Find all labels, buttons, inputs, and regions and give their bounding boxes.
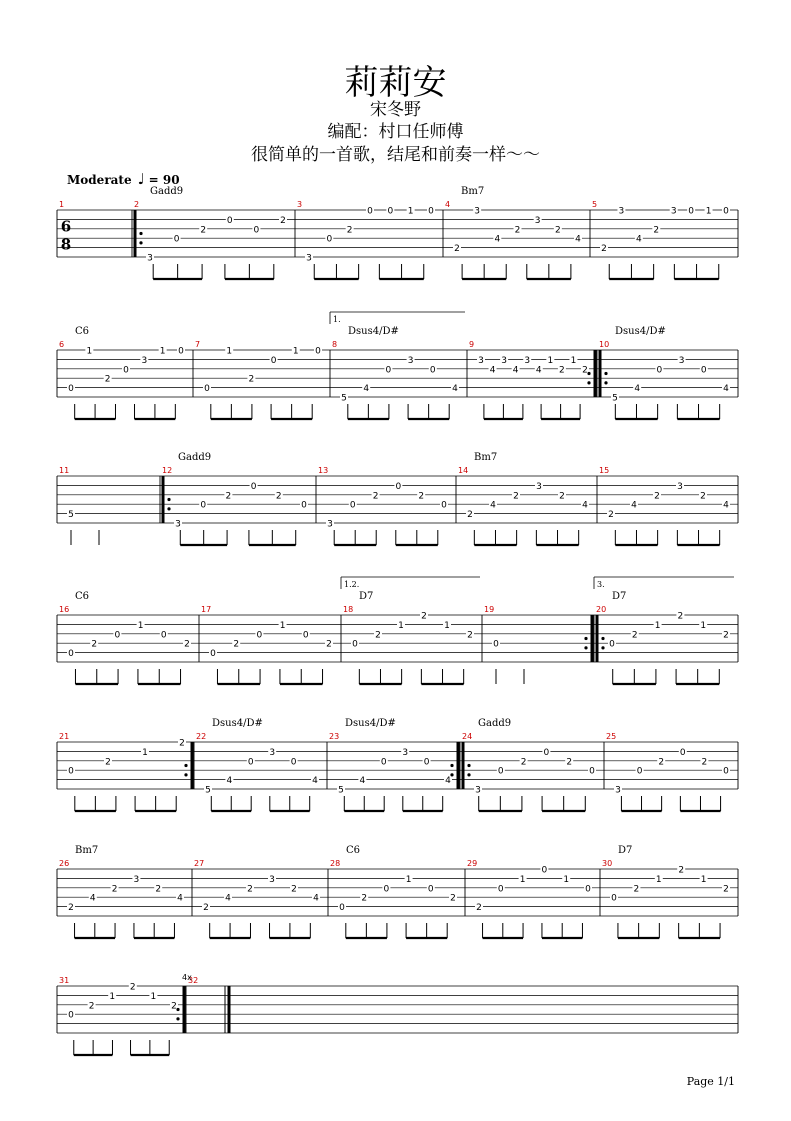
fret-number: 0 xyxy=(178,346,184,357)
fret-number: 0 xyxy=(423,757,430,768)
fret-number: 4 xyxy=(313,893,319,904)
fret-number: 0 xyxy=(493,639,499,650)
fret-number: 0 xyxy=(210,649,216,660)
fret-number: 0 xyxy=(352,639,358,650)
fret-number: 2 xyxy=(129,982,136,993)
fret-number: 2 xyxy=(418,491,425,502)
fret-number: 2 xyxy=(225,491,232,502)
fret-number: 2 xyxy=(179,738,185,749)
measure-number: 14 xyxy=(458,466,469,475)
measure-number: 8 xyxy=(332,340,338,349)
measure-number: 24 xyxy=(462,732,473,741)
fret-number: 0 xyxy=(114,630,121,641)
fret-number: 2 xyxy=(701,757,708,768)
fret-number: 3 xyxy=(327,519,333,530)
measure-number: 23 xyxy=(329,732,340,741)
fret-number: 3 xyxy=(534,215,541,226)
fret-number: 0 xyxy=(541,865,548,876)
fret-number: 2 xyxy=(291,884,297,895)
fret-number: 3 xyxy=(402,747,409,758)
fret-number: 3 xyxy=(269,874,275,885)
fret-number: 0 xyxy=(68,1010,74,1021)
fret-number: 3 xyxy=(133,874,140,885)
chord-name: C6 xyxy=(75,591,90,602)
fret-number: 0 xyxy=(395,481,402,492)
fret-number: 2 xyxy=(654,491,660,502)
chord-name: Dsus4/D# xyxy=(345,718,396,729)
repeat-dot xyxy=(604,372,607,375)
fret-number: 1 xyxy=(142,747,148,758)
measure-number: 27 xyxy=(194,859,205,868)
fret-number: 2 xyxy=(275,491,282,502)
fret-number: 4 xyxy=(631,500,637,511)
fret-number: 3 xyxy=(141,355,148,366)
measure-number: 10 xyxy=(599,340,610,349)
fret-number: 4 xyxy=(452,384,458,395)
volta-label: 1.2. xyxy=(344,580,360,589)
fret-number: 5 xyxy=(205,785,211,796)
fret-number: 1 xyxy=(705,206,712,217)
fret-number: 0 xyxy=(68,384,74,395)
repeat-dot xyxy=(601,637,604,640)
measure-number: 6 xyxy=(59,340,65,349)
fret-number: 3 xyxy=(501,355,507,366)
fret-number: 0 xyxy=(349,500,356,511)
fret-number: 2 xyxy=(361,893,368,904)
fret-number: 2 xyxy=(88,1001,95,1012)
fret-number: 2 xyxy=(513,491,519,502)
fret-number: 1 xyxy=(279,620,286,631)
fret-number: 2 xyxy=(723,630,729,641)
repeat-dot xyxy=(587,372,590,375)
fret-number: 4 xyxy=(535,365,542,376)
quarter-note-icon: ♩ xyxy=(137,170,145,188)
fret-number: 0 xyxy=(226,215,233,226)
measure-number: 11 xyxy=(59,466,70,475)
chord-name: D7 xyxy=(618,845,633,856)
fret-number: 2 xyxy=(200,225,207,236)
fret-number: 4 xyxy=(634,384,641,395)
chord-name: D7 xyxy=(612,591,627,602)
fret-number: 1 xyxy=(137,620,144,631)
fret-number: 3 xyxy=(524,355,531,366)
measure-number: 4 xyxy=(445,200,451,209)
fret-number: 4 xyxy=(489,365,496,376)
fret-number: 0 xyxy=(200,500,207,511)
time-signature-top: 6 xyxy=(60,217,72,236)
repeat-dot xyxy=(450,764,453,767)
fret-number: 0 xyxy=(497,884,504,895)
fret-number: 0 xyxy=(497,766,504,777)
fret-number: 2 xyxy=(520,757,527,768)
fret-number: 0 xyxy=(339,903,345,914)
measure-number: 17 xyxy=(201,605,212,614)
fret-number: 0 xyxy=(428,206,434,217)
fret-number: 2 xyxy=(247,884,253,895)
repeat-dot xyxy=(184,773,187,776)
time-signature-bottom: 8 xyxy=(60,235,72,254)
chord-name: D7 xyxy=(359,591,374,602)
fret-number: 0 xyxy=(589,766,595,777)
fret-number: 3 xyxy=(615,785,621,796)
fret-number: 0 xyxy=(253,225,260,236)
fret-number: 2 xyxy=(248,374,255,385)
fret-number: 3 xyxy=(306,253,312,264)
fret-number: 0 xyxy=(173,234,180,245)
fret-number: 0 xyxy=(679,747,686,758)
chord-name: Dsus4/D# xyxy=(212,718,263,729)
fret-number: 0 xyxy=(385,365,392,376)
fret-number: 4 xyxy=(635,234,642,245)
repeat-dot xyxy=(601,646,604,649)
repeat-dot xyxy=(450,773,453,776)
fret-number: 2 xyxy=(566,757,573,768)
song-artist: 宋冬野 xyxy=(370,100,421,120)
fret-number: 0 xyxy=(427,884,434,895)
fret-number: 1 xyxy=(292,346,299,357)
fret-number: 2 xyxy=(450,893,456,904)
fret-number: 3 xyxy=(478,355,484,366)
fret-number: 2 xyxy=(677,611,684,622)
measure-number: 15 xyxy=(599,466,610,475)
measure-number: 32 xyxy=(188,976,199,985)
fret-number: 0 xyxy=(256,630,263,641)
fret-number: 2 xyxy=(554,225,561,236)
fret-number: 4 xyxy=(177,893,183,904)
measure-number: 30 xyxy=(602,859,613,868)
fret-number: 2 xyxy=(375,630,381,641)
song-title: 莉莉安 xyxy=(344,63,447,103)
repeat-dot xyxy=(167,507,170,510)
repeat-dot xyxy=(167,498,170,501)
fret-number: 0 xyxy=(429,365,436,376)
fret-number: 1 xyxy=(570,355,577,366)
measure-number: 22 xyxy=(196,732,207,741)
fret-number: 0 xyxy=(700,365,707,376)
fret-number: 4 xyxy=(494,234,501,245)
fret-number: 0 xyxy=(301,500,307,511)
fret-number: 0 xyxy=(723,206,729,217)
measure-number: 5 xyxy=(592,200,598,209)
fret-number: 3 xyxy=(618,206,625,217)
fret-number: 2 xyxy=(111,884,118,895)
fret-number: 1 xyxy=(86,346,93,357)
fret-number: 3 xyxy=(269,747,276,758)
fret-number: 0 xyxy=(270,355,277,366)
fret-number: 3 xyxy=(407,355,414,366)
fret-number: 4 xyxy=(359,776,366,787)
fret-number: 2 xyxy=(658,757,665,768)
fret-number: 1 xyxy=(655,874,662,885)
fret-number: 0 xyxy=(290,757,297,768)
fret-number: 2 xyxy=(633,884,640,895)
fret-number: 0 xyxy=(367,206,373,217)
fret-number: 4 xyxy=(512,365,519,376)
fret-number: 2 xyxy=(467,510,473,521)
chord-name: Bm7 xyxy=(461,186,485,197)
fret-number: 2 xyxy=(233,639,240,650)
fret-number: 3 xyxy=(175,519,181,530)
fret-number: 1 xyxy=(700,620,707,631)
fret-number: 2 xyxy=(104,374,111,385)
fret-number: 1 xyxy=(226,346,233,357)
measure-number: 13 xyxy=(318,466,329,475)
fret-number: 2 xyxy=(155,884,162,895)
chord-name: C6 xyxy=(75,326,90,337)
fret-number: 0 xyxy=(68,649,74,660)
fret-number: 2 xyxy=(105,757,111,768)
fret-number: 4 xyxy=(582,500,588,511)
fret-number: 1 xyxy=(398,620,404,631)
fret-number: 0 xyxy=(609,639,615,650)
fret-number: 2 xyxy=(631,630,638,641)
measure-number: 19 xyxy=(484,605,495,614)
fret-number: 3 xyxy=(536,481,542,492)
repeat-dot xyxy=(587,381,590,384)
repeat-dot xyxy=(584,646,587,649)
fret-number: 0 xyxy=(315,346,321,357)
fret-number: 0 xyxy=(383,884,390,895)
repeat-dot xyxy=(604,381,607,384)
fret-number: 4 xyxy=(363,384,370,395)
chord-name: Gadd9 xyxy=(150,186,184,197)
fret-number: 3 xyxy=(670,206,677,217)
fret-number: 2 xyxy=(68,903,74,914)
fret-number: 2 xyxy=(608,510,614,521)
volta-label: 3. xyxy=(597,580,605,589)
fret-number: 5 xyxy=(341,393,347,404)
repeat-dot xyxy=(467,764,470,767)
fret-number: 2 xyxy=(421,611,427,622)
repeat-dot xyxy=(139,241,142,244)
fret-number: 4 xyxy=(575,234,581,245)
fret-number: 5 xyxy=(68,510,74,521)
fret-number: 1 xyxy=(159,346,166,357)
fret-number: 1 xyxy=(700,874,707,885)
tempo-label: Moderate xyxy=(67,173,132,187)
measure-number: 2 xyxy=(134,200,140,209)
measure-number: 21 xyxy=(59,732,70,741)
fret-number: 1 xyxy=(407,206,414,217)
fret-number: 2 xyxy=(476,903,482,914)
fret-number: 2 xyxy=(280,215,286,226)
repeat-dot xyxy=(184,764,187,767)
measure-number: 7 xyxy=(195,340,201,349)
fret-number: 4 xyxy=(225,893,231,904)
fret-number: 1 xyxy=(109,991,116,1002)
fret-number: 1 xyxy=(150,991,157,1002)
repeat-dot xyxy=(176,1008,179,1011)
fret-number: 1 xyxy=(405,874,412,885)
fret-number: 2 xyxy=(700,491,706,502)
fret-number: 0 xyxy=(688,206,695,217)
fret-number: 3 xyxy=(678,355,685,366)
fret-number: 0 xyxy=(250,481,257,492)
fret-number: 2 xyxy=(91,639,98,650)
repeat-dot xyxy=(139,232,142,235)
fret-number: 4 xyxy=(723,384,729,395)
measure-number: 29 xyxy=(467,859,478,868)
repeat-dot xyxy=(467,773,470,776)
fret-number: 3 xyxy=(147,253,153,264)
fret-number: 0 xyxy=(656,365,663,376)
fret-number: 0 xyxy=(723,766,729,777)
measure-number: 16 xyxy=(59,605,70,614)
measure-number: 25 xyxy=(606,732,617,741)
measure-number: 20 xyxy=(596,605,607,614)
fret-number: 0 xyxy=(160,630,167,641)
fret-number: 2 xyxy=(601,244,607,255)
fret-number: 2 xyxy=(559,491,565,502)
fret-number: 0 xyxy=(380,757,387,768)
fret-number: 0 xyxy=(636,766,643,777)
fret-number: 2 xyxy=(678,865,685,876)
fret-number: 0 xyxy=(585,884,591,895)
chord-name: Gadd9 xyxy=(478,718,512,729)
measure-number: 28 xyxy=(330,859,341,868)
fret-number: 0 xyxy=(611,893,617,904)
fret-number: 0 xyxy=(123,365,129,376)
fret-number: 4 xyxy=(723,500,729,511)
song-subtitle: 很简单的一首歌，结尾和前奏一样～～ xyxy=(251,145,540,165)
page-footer: Page 1/1 xyxy=(686,1075,735,1088)
fret-number: 3 xyxy=(677,481,683,492)
repeat-dot xyxy=(584,637,587,640)
fret-number: 2 xyxy=(559,365,565,376)
fret-number: 2 xyxy=(372,491,379,502)
fret-number: 3 xyxy=(474,206,481,217)
fret-number: 2 xyxy=(514,225,521,236)
measure-number: 31 xyxy=(59,976,70,985)
repeat-count: 4x xyxy=(182,973,192,982)
chord-name: Dsus4/D# xyxy=(615,326,666,337)
fret-number: 3 xyxy=(475,785,481,796)
fret-number: 0 xyxy=(204,384,210,395)
tempo-value: = 90 xyxy=(148,173,180,187)
fret-number: 0 xyxy=(302,630,309,641)
fret-number: 0 xyxy=(68,766,74,777)
fret-number: 0 xyxy=(441,500,447,511)
fret-number: 0 xyxy=(247,757,254,768)
fret-number: 5 xyxy=(338,785,344,796)
fret-number: 4 xyxy=(312,776,318,787)
fret-number: 2 xyxy=(184,639,190,650)
fret-number: 2 xyxy=(467,630,473,641)
fret-number: 2 xyxy=(346,225,353,236)
repeat-dot xyxy=(176,1017,179,1020)
fret-number: 4 xyxy=(490,500,496,511)
fret-number: 0 xyxy=(326,234,333,245)
fret-number: 4 xyxy=(445,776,451,787)
song-arranger: 编配：村口任师傅 xyxy=(327,122,464,142)
fret-number: 2 xyxy=(171,1001,177,1012)
fret-number: 1 xyxy=(444,620,450,631)
chord-name: Dsus4/D# xyxy=(348,326,399,337)
fret-number: 2 xyxy=(653,225,660,236)
measure-number: 3 xyxy=(297,200,303,209)
chord-name: C6 xyxy=(346,845,361,856)
chord-name: Bm7 xyxy=(75,845,99,856)
fret-number: 4 xyxy=(226,776,233,787)
fret-number: 5 xyxy=(612,393,618,404)
chord-name: Bm7 xyxy=(474,452,498,463)
fret-number: 1 xyxy=(563,874,570,885)
fret-number: 4 xyxy=(89,893,96,904)
fret-number: 2 xyxy=(203,903,209,914)
measure-number: 18 xyxy=(343,605,354,614)
fret-number: 2 xyxy=(723,884,729,895)
fret-number: 1 xyxy=(547,355,554,366)
fret-number: 2 xyxy=(326,639,332,650)
fret-number: 0 xyxy=(387,206,394,217)
measure-number: 1 xyxy=(59,200,65,209)
measure-number: 12 xyxy=(162,466,173,475)
fret-number: 1 xyxy=(654,620,661,631)
measure-number: 9 xyxy=(469,340,475,349)
fret-number: 0 xyxy=(543,747,550,758)
chord-name: Gadd9 xyxy=(178,452,212,463)
volta-label: 1. xyxy=(333,315,341,324)
fret-number: 1 xyxy=(519,874,526,885)
fret-number: 2 xyxy=(454,244,460,255)
measure-number: 26 xyxy=(59,859,70,868)
fret-number: 2 xyxy=(582,365,588,376)
